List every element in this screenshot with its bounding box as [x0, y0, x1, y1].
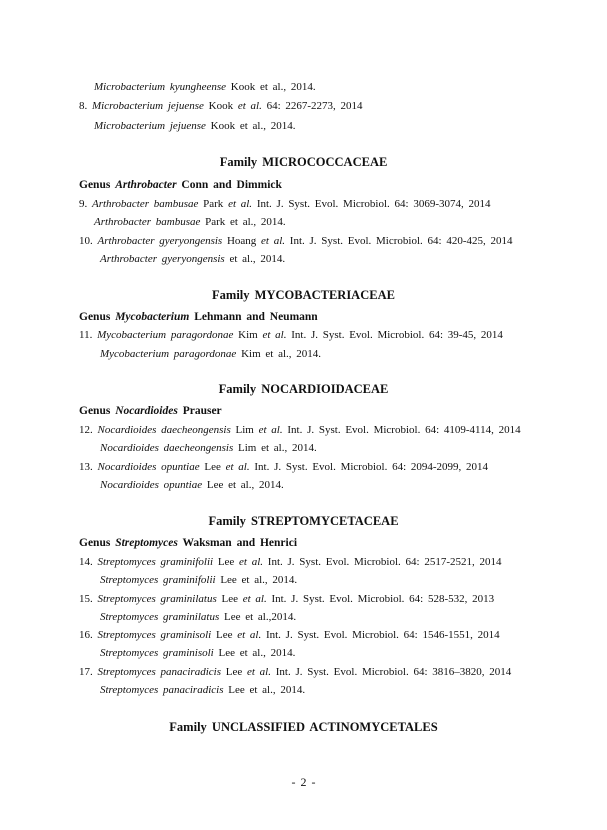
- author-name: Lim: [235, 424, 254, 436]
- genus-heading-streptomyces: [79, 536, 297, 550]
- citation-text: Lee et al., 2014.: [220, 574, 298, 586]
- species-name: Arthrobacter bambusae: [94, 216, 201, 228]
- entry-8-current-name: [94, 119, 295, 133]
- et-al: et al.: [258, 424, 283, 436]
- entry-number: 12.: [79, 424, 93, 436]
- entry-13: [79, 460, 488, 474]
- entry-12: [79, 423, 521, 437]
- species-name: Microbacterium jejuense: [92, 100, 204, 112]
- citation-text: et al., 2014.: [229, 253, 286, 265]
- entry-11-current-name: [100, 347, 321, 361]
- citation-text: Int. J. Syst. Evol. Microbiol. 64: 1546-1551, 2014: [265, 629, 500, 641]
- citation-text: Int. J. Syst. Evol. Microbiol. 64: 528-532, 2013: [271, 593, 495, 605]
- et-al: et al.: [225, 461, 250, 473]
- citation-text: Int. J. Syst. Evol. Microbiol. 64: 4109-4114, 2014: [287, 424, 521, 436]
- et-al: et al.: [228, 198, 253, 210]
- entry-11: [79, 328, 503, 342]
- entry-15: [79, 592, 494, 606]
- author-name: Hoang: [226, 235, 257, 247]
- species-name: Nocardioides daecheongensis: [100, 442, 234, 454]
- author-name: Lee: [225, 666, 243, 678]
- et-al: et al.: [261, 235, 286, 247]
- entry-number: 10.: [79, 235, 93, 247]
- entry-12-current-name: [100, 441, 317, 455]
- entry-13-current-name: [100, 478, 284, 492]
- author-name: Lee: [221, 593, 238, 605]
- entry-number: 13.: [79, 461, 93, 473]
- entry-number: 14.: [79, 556, 93, 568]
- species-name: Streptomyces graminifolii: [97, 556, 214, 568]
- entry-9-current-name: [94, 215, 286, 229]
- citation-text: Lee et al.,2014.: [223, 611, 297, 623]
- citation-text: 64: 2267-2273, 2014: [266, 100, 363, 112]
- species-name: Arthrobacter bambusae: [92, 198, 199, 210]
- entry-9: [79, 197, 491, 211]
- species-name: Streptomyces graminisoli: [100, 647, 214, 659]
- family-heading-nocardioidaceae: Family NOCARDIOIDACEAE: [218, 382, 389, 396]
- citation-text: Kook et al., 2014.: [210, 120, 296, 132]
- species-name: Arthrobacter gyeryongensis: [97, 235, 223, 247]
- genus-prefix: Genus: [79, 179, 111, 191]
- author-name: Lee: [204, 461, 221, 473]
- citation-text: Kim et al., 2014.: [241, 348, 322, 360]
- genus-heading-mycobacterium: [79, 310, 318, 324]
- family-heading-micrococcaceae: Family MICROCOCCACEAE: [219, 155, 388, 169]
- et-al: et al.: [237, 629, 262, 641]
- citation-text: Lim et al., 2014.: [238, 442, 317, 454]
- species-name: Microbacterium jejuense: [94, 120, 206, 132]
- citation-text: Int. J. Syst. Evol. Microbiol. 64: 420-425, 2014: [289, 235, 513, 247]
- entry-8: [79, 99, 363, 113]
- citation-text: Kook et al., 2014.: [230, 81, 316, 93]
- citation-text: Int. J. Syst. Evol. Microbiol. 64: 3069-3074, 2014: [256, 198, 491, 210]
- entry-number: 15.: [79, 593, 93, 605]
- entry-10-current-name: [100, 252, 285, 266]
- species-name: Arthrobacter gyeryongensis: [100, 253, 225, 265]
- entry-number: 16.: [79, 629, 93, 641]
- genus-authority: Prauser: [182, 405, 222, 417]
- genus-prefix: Genus: [79, 537, 111, 549]
- entry-7-current-name: [94, 80, 316, 94]
- citation-text: Lee et al., 2014.: [206, 479, 284, 491]
- species-name: Streptomyces panaciradicis: [100, 684, 224, 696]
- author-name: Kook: [208, 100, 234, 112]
- species-name: Microbacterium kyungheense: [94, 81, 227, 93]
- species-name: Nocardioides daecheongensis: [97, 424, 231, 436]
- family-heading-unclassified-actinomycetales: Family UNCLASSIFIED ACTINOMYCETALES: [169, 720, 438, 734]
- author-name: Lee: [217, 556, 235, 568]
- author-name: Park: [203, 198, 224, 210]
- family-heading-mycobacteriaceae: Family MYCOBACTERIACEAE: [212, 288, 395, 302]
- species-name: Mycobacterium paragordonae: [97, 329, 234, 341]
- entry-number: 17.: [79, 666, 93, 678]
- genus-heading-nocardioides: [79, 404, 222, 418]
- citation-text: Lee et al., 2014.: [228, 684, 306, 696]
- citation-text: Park et al., 2014.: [205, 216, 286, 228]
- genus-prefix: Genus: [79, 311, 111, 323]
- species-name: Mycobacterium paragordonae: [100, 348, 237, 360]
- species-name: Streptomyces graminifolii: [100, 574, 216, 586]
- family-heading-streptomycetaceae: Family STREPTOMYCETACEAE: [208, 514, 399, 528]
- entry-16-current-name: [100, 646, 295, 660]
- citation-text: Int. J. Syst. Evol. Microbiol. 64: 3816–3820, 2014: [275, 666, 512, 678]
- genus-prefix: Genus: [79, 405, 111, 417]
- species-name: Streptomyces panaciradicis: [97, 666, 221, 678]
- entry-17: [79, 665, 511, 679]
- entry-number: 11.: [79, 329, 93, 341]
- species-name: Streptomyces graminilatus: [97, 593, 217, 605]
- genus-heading-arthrobacter: [79, 178, 282, 192]
- entry-10: [79, 234, 513, 248]
- et-al: et al.: [246, 666, 271, 678]
- entry-number: 9.: [79, 198, 88, 210]
- author-name: Lee: [215, 629, 233, 641]
- entry-number: 8.: [79, 100, 88, 112]
- genus-name: Nocardioides: [115, 405, 178, 417]
- citation-text: Int. J. Syst. Evol. Microbiol. 64: 39-45, 2014: [291, 329, 503, 341]
- entry-15-current-name: [100, 610, 296, 624]
- author-name: Kim: [238, 329, 258, 341]
- citation-text: Int. J. Syst. Evol. Microbiol. 64: 2094-2099, 2014: [254, 461, 489, 473]
- page-number: - 2 -: [291, 775, 316, 789]
- et-al: et al.: [242, 593, 267, 605]
- genus-name: Streptomyces: [115, 537, 178, 549]
- et-al: et al.: [239, 556, 264, 568]
- genus-name: Mycobacterium: [115, 311, 190, 323]
- species-name: Nocardioides opuntiae: [97, 461, 200, 473]
- species-name: Nocardioides opuntiae: [100, 479, 203, 491]
- genus-authority: Conn and Dimmick: [181, 179, 282, 191]
- entry-17-current-name: [100, 683, 305, 697]
- genus-name: Arthrobacter: [115, 179, 177, 191]
- et-al: et al.: [237, 100, 262, 112]
- genus-authority: Lehmann and Neumann: [194, 311, 318, 323]
- entry-16: [79, 628, 500, 642]
- entry-14: [79, 555, 502, 569]
- et-al: et al.: [262, 329, 287, 341]
- citation-text: Lee et al., 2014.: [218, 647, 296, 659]
- entry-14-current-name: [100, 573, 297, 587]
- citation-text: Int. J. Syst. Evol. Microbiol. 64: 2517-2521, 2014: [267, 556, 502, 568]
- species-name: Streptomyces graminisoli: [97, 629, 212, 641]
- genus-authority: Waksman and Henrici: [182, 537, 298, 549]
- species-name: Streptomyces graminilatus: [100, 611, 220, 623]
